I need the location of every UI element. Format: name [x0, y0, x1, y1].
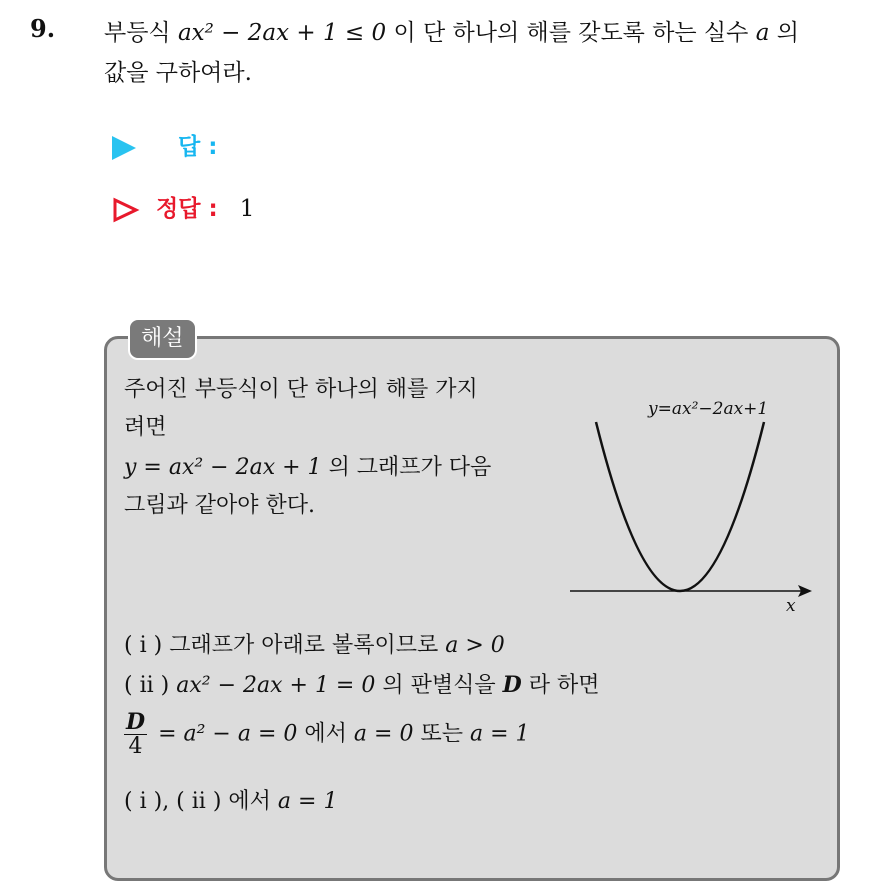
correct-answer-value: 1 — [239, 196, 255, 222]
question-pre: 부등식 — [104, 20, 171, 46]
step-2-expr: ax² − 2ax + 1 = 0 — [176, 673, 376, 698]
step-1-text: 그래프가 아래로 볼록이므로 — [169, 633, 439, 658]
solution-tag: 해설 — [128, 318, 197, 360]
question-post: 이 단 하나의 해를 갖도록 하는 실수 — [393, 20, 749, 46]
question-inequality: ax² − 2ax + 1 ≤ 0 — [177, 20, 387, 46]
step-2-text-1: 의 판별식을 — [382, 673, 496, 698]
question-end: 의 — [776, 20, 799, 46]
fraction-denominator: 4 — [128, 734, 143, 759]
solution-step-1 — [124, 628, 505, 659]
fraction-d-over-4 — [124, 710, 147, 759]
step-4-expr: a = 1 — [277, 789, 338, 814]
parabola-graph — [560, 390, 830, 620]
outline-play-icon — [112, 197, 140, 223]
step-2-var: D — [502, 672, 522, 698]
step-4-prefix: ( i ), ( ii ) — [124, 789, 222, 814]
step-2-text-2: 라 하면 — [528, 673, 600, 698]
question-line-2: 값을 구하여라. — [104, 60, 252, 86]
solution-function: y = ax² − 2ax + 1 — [124, 455, 322, 480]
graph-function-label: y=ax²−2ax+1 — [648, 399, 769, 419]
answer-label: 답 : — [178, 134, 218, 160]
solution-step-4 — [124, 784, 337, 815]
question-line-1 — [104, 14, 799, 47]
question-number: 9. — [30, 14, 56, 43]
step-3-expr-3: a = 1 — [469, 721, 530, 747]
solution-step-2 — [124, 668, 599, 699]
step-3-expr-2: a = 0 — [353, 721, 414, 747]
answer-row — [112, 128, 217, 161]
x-axis-label: x — [786, 596, 796, 616]
step-2-prefix: ( ii ) — [124, 673, 170, 698]
solution-line-4: 그림과 같아야 한다. — [124, 493, 315, 518]
solution-line-2: 려면 — [124, 415, 167, 440]
play-icon — [112, 136, 136, 160]
correct-answer-row — [112, 190, 254, 223]
step-3-text-2: 또는 — [420, 721, 463, 747]
solution-line-3-text: 의 그래프가 다음 — [328, 455, 492, 480]
step-3-text-1: 에서 — [304, 721, 347, 747]
step-3-expr: = a² − a = 0 — [158, 721, 298, 747]
step-4-text: 에서 — [228, 789, 271, 814]
solution-line-1: 주어진 부등식이 단 하나의 해를 가지 — [124, 377, 478, 402]
solution-step-3 — [124, 710, 530, 759]
parabola-curve — [596, 422, 764, 591]
step-1-expr: a > 0 — [445, 633, 505, 658]
correct-answer-label: 정답 : — [156, 196, 218, 222]
fraction-numerator: D — [126, 709, 146, 735]
solution-line-3 — [124, 450, 491, 481]
question-variable: a — [755, 20, 770, 46]
step-1-prefix: ( i ) — [124, 633, 163, 658]
